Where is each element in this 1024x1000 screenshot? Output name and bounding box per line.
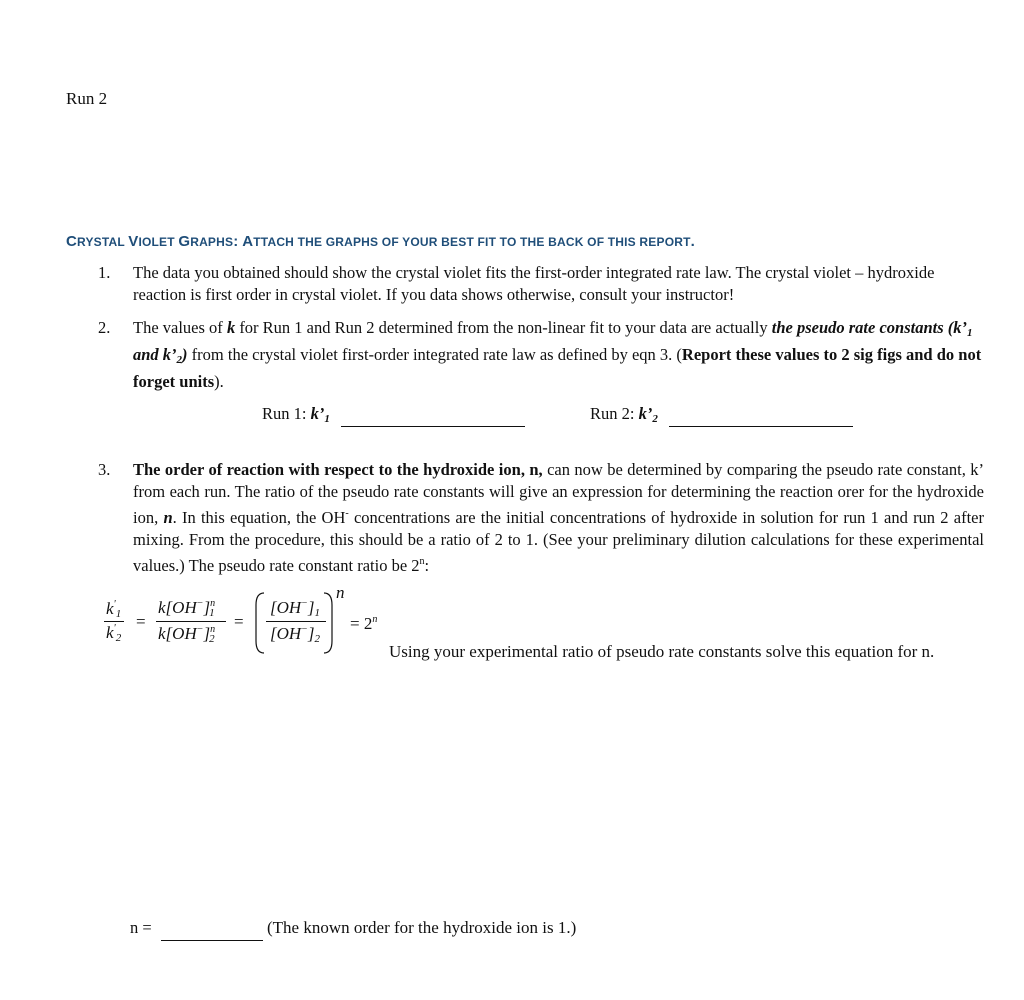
n-answer-blank[interactable] <box>161 926 263 941</box>
equation-note: Using your experimental ratio of pseudo rate constants solve this equation for n. <box>389 642 935 661</box>
n-answer-note: (The known order for the hydroxide ion is 1.) <box>267 918 577 937</box>
list-number: 3. <box>98 460 111 479</box>
title-part: G <box>178 233 191 250</box>
list-item-2 <box>98 317 984 391</box>
run2-heading: Run 2 <box>66 89 108 108</box>
list-text: The data you obtained should show the crystal violet fits the first-order integrated rate law. The crystal violet – hydroxide reaction is first order in crystal violet. If you data shows otherwise, consult your instructor! <box>133 263 935 304</box>
list-text: The order of reaction with respect to the hydroxide ion, n, can now be determined by comparing the pseudo rate constant, k’ from each run. The ratio of the pseudo rate constants will give an expression for determining the reaction orer for the hydroxide ion, n. In this equation, the OH- concentrations are the initial concentrations of hydroxide in solution for run 1 and run 2 after mixing. From the procedure, this should be a ratio of 2 to 1. (See your preliminary dilution calculations for these experimental values.) The pseudo rate constant ratio be 2$^n$: <box>133 460 984 575</box>
list-item-1 <box>98 262 984 308</box>
title-part: RYSTAL <box>77 235 129 249</box>
run2-field: Run 2: $k’_2$ <box>590 404 658 425</box>
title-part: TTACH THE GRAPHS OF YOUR BEST FIT TO THE BACK OF THIS REPORT <box>253 235 691 249</box>
rate-ratio-equation: $k'_1$ $k'_2$ = $k[OH^-]^n_1$ $k[OH^-]^n_2$ = $[OH^-]_1$ $[OH^-]_2$ n = $2^n$ <box>100 585 400 665</box>
run2-blank[interactable] <box>669 412 853 427</box>
section-title <box>66 232 695 251</box>
list-number: 1. <box>98 263 111 282</box>
title-part: IOLET <box>138 235 179 249</box>
list-number: 2. <box>98 318 111 337</box>
list-text: The values of k for Run 1 and Run 2 determined from the non-linear fit to your data are actually the pseudo rate constants ($k’_1$ and $k’_2$) from the crystal violet first-order integrated rate law as defined by eqn 3. (Report these values to 2 sig figs and do not forget units). <box>133 318 982 391</box>
title-part: RAPHS <box>190 235 234 249</box>
run1-blank[interactable] <box>341 412 525 427</box>
title-part: C <box>66 233 78 250</box>
n-answer-label: n = <box>130 918 152 937</box>
title-part: A <box>242 233 254 250</box>
title-part: . <box>690 233 695 250</box>
list-item-3 <box>98 459 984 575</box>
title-part: : <box>233 233 243 250</box>
run1-field: Run 1: $k’_1$ <box>262 404 330 425</box>
title-part: V <box>128 233 139 250</box>
